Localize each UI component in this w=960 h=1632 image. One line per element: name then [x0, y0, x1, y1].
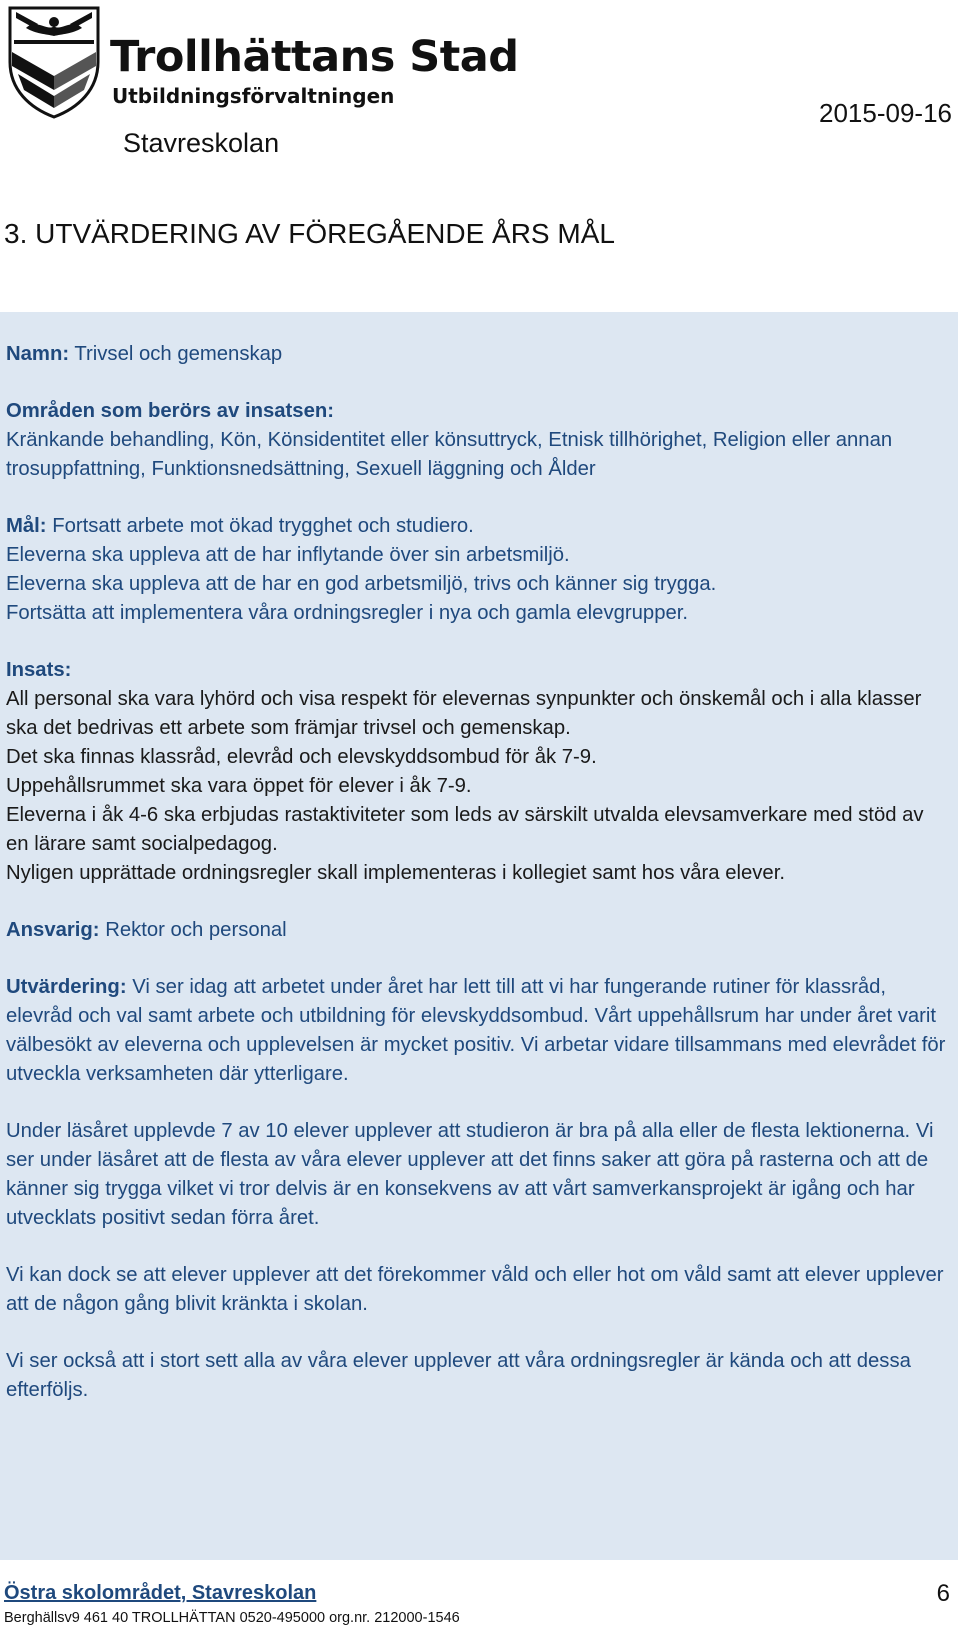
school-name: Stavreskolan — [123, 128, 280, 158]
footer-address: Berghällsv9 461 40 TROLLHÄTTAN 0520-495000 org.nr. 212000-1546 — [4, 1610, 460, 1626]
mal-line: Fortsätta att implementera våra ordningsregler i nya och gamla elevgrupper. — [6, 602, 689, 624]
goal-mal — [6, 512, 950, 541]
mal-line: Eleverna ska uppleva att de har en god arbetsmiljö, trivs och känner sig trygga. — [6, 573, 717, 595]
goal-name — [6, 340, 950, 369]
utvardering-paragraph: Vi kan dock se att elever upplever att det förekommer våld och eller hot om våld samt att elever upplever att de någon gång blivit kränkta i skolan. — [6, 1264, 944, 1315]
utvardering-text: Vi ser idag att arbetet under året har lett till att vi har fungerande rutiner för klassråd, elevråd och val samt arbete och utbildning för elevskyddsombud. Vårt uppehållsrum har under året varit välbesökt av eleverna och upplevelsen är mycket positiv. Vi arbetar vidare tillsammans med elevrådet för utveckla verksamheten där ytterligare. — [6, 976, 946, 1085]
document-date: 2015-09-16 — [819, 98, 952, 128]
insats-line: All personal ska vara lyhörd och visa respekt för elevernas synpunkter och önskemål och i alla klasser ska det bedrivas ett arbete som främjar trivsel och gemenskap. — [6, 688, 922, 739]
mal-line: Fortsatt arbete mot ökad trygghet och studiero. — [52, 515, 474, 537]
insats-line: Uppehållsrummet ska vara öppet för elever i åk 7-9. — [6, 775, 472, 797]
insats-label: Insats: — [6, 659, 72, 681]
brand-subtitle: Utbildningsförvaltningen — [112, 84, 395, 108]
page-header — [0, 0, 960, 170]
footer-title: Östra skolområdet, Stavreskolan — [4, 1582, 317, 1604]
page-number: 6 — [936, 1580, 950, 1607]
areas-label: Områden som berörs av insatsen: — [6, 400, 334, 422]
utvardering-paragraph — [6, 973, 950, 1089]
ansvarig-label: Ansvarig: — [6, 919, 100, 941]
insats-line: Det ska finnas klassråd, elevråd och elevskyddsombud för åk 7-9. — [6, 746, 597, 768]
page-footer — [0, 1582, 960, 1632]
utvardering-paragraph: Under läsåret upplevde 7 av 10 elever upplever att studieron är bra på alla eller de flesta lektionerna. Vi ser under läsåret att de flesta av våra elever upplever att det finns saker att göra på rasterna och att de känner sig trygga vilket vi tror delvis är en konsekvens av att vårt samverkansprojekt är igång och har utvecklats positivt sedan förra året. — [6, 1120, 934, 1229]
ansvarig-value: Rektor och personal — [105, 919, 287, 941]
insats-line: Eleverna i åk 4-6 ska erbjudas rastaktiviteter som leds av särskilt utvalda elevsamverkare med stöd av en lärare samt socialpedagog. — [6, 804, 924, 855]
goal-evaluation-panel — [0, 312, 958, 1560]
mal-line: Eleverna ska uppleva att de har inflytande över sin arbetsmiljö. — [6, 544, 570, 566]
coat-of-arms-logo — [4, 4, 104, 120]
goal-ansvarig — [6, 916, 950, 945]
areas-value: Kränkande behandling, Kön, Könsidentitet eller könsuttryck, Etnisk tillhörighet, Religion eller annan trosuppfattning, Funktionsnedsättning, Sexuell läggning och Ålder — [6, 429, 893, 480]
utvardering-label: Utvärdering: — [6, 976, 127, 998]
mal-label: Mål: — [6, 515, 47, 537]
name-value: Trivsel och gemenskap — [74, 343, 283, 365]
section-title: 3. UTVÄRDERING AV FÖREGÅENDE ÅRS MÅL — [4, 218, 615, 249]
insats-line: Nyligen upprättade ordningsregler skall implementeras i kollegiet samt hos våra elever. — [6, 862, 785, 884]
name-label: Namn: — [6, 343, 70, 365]
utvardering-paragraph: Vi ser också att i stort sett alla av våra elever upplever att våra ordningsregler är kända och att dessa efterföljs. — [6, 1350, 911, 1401]
brand-name: Trollhättans Stad — [110, 32, 519, 82]
